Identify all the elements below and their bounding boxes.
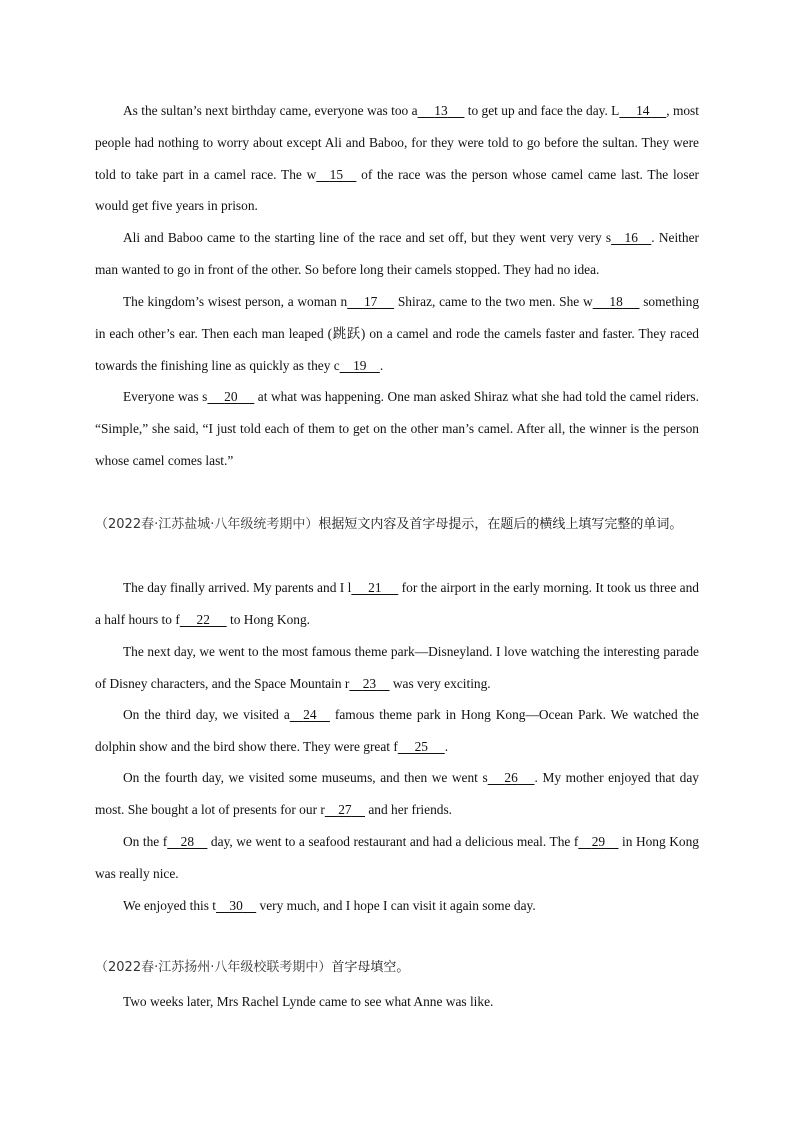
passage2-paragraph-2: The next day, we went to the most famous theme park—Disneyland. I love watching the interesting parade of Disney characters, and the Space Mountain r 23 was very exciting. (95, 636, 699, 700)
blank-23[interactable]: 23 (362, 675, 377, 691)
passage3-paragraph-1: Two weeks later, Mrs Rachel Lynde came to see what Anne was like. (123, 994, 494, 1009)
blank-16[interactable]: 16 (624, 230, 638, 245)
passage3-source: （2022春·江苏扬州·八年级校联考期中） (95, 960, 332, 975)
blank-29[interactable]: 29 (591, 834, 606, 849)
passage3-heading (95, 953, 699, 983)
passage2-heading (95, 510, 699, 540)
blank-14[interactable]: 14 (636, 103, 650, 118)
blank-21[interactable]: 21 (368, 580, 382, 595)
passage2-paragraph-3: On the third day, we visited a 24 famous theme park in Hong Kong—Ocean Park. We watched the dolphin show and the bird show there. They were great f 25 . (95, 699, 699, 763)
passage1-paragraph-1: As the sultan’s next birthday came, everyone was too a 13 to get up and face the day. L 14 , most people had nothing to worry about except Ali and Baboo, for they were told to go before the sultan. They were told to take part in a camel race. The w 15 of the race was the person whose camel came last. The loser would get five years in prison. (95, 95, 699, 222)
passage1-paragraph-3: The kingdom’s wisest person, a woman n 17 Shiraz, came to the two men. She w 18 something in each other’s ear. Then each man leaped (跳跃) on a camel and rode the camels faster and faster. They raced towards the finishing line as quickly as they c 19 . (95, 286, 699, 381)
blank-19[interactable]: 19 (353, 357, 367, 373)
passage1-paragraph-4: Everyone was s 20 at what was happening. One man asked Shiraz what she had told the camel riders. “Simple,” she said, “I just told each of them to get on the other man’s camel. After all, the winner is the person whose camel comes last.” (95, 381, 699, 476)
passage2-paragraph-4: On the fourth day, we visited some museums, and then we went s 26 . My mother enjoyed that day most. She bought a lot of presents for our r 27 and her friends. (95, 762, 699, 826)
blank-27[interactable]: 27 (338, 801, 352, 817)
blank-30[interactable]: 30 (229, 898, 243, 913)
passage2-paragraph-1: The day finally arrived. My parents and I l 21 for the airport in the early morning. It took us three and a half hours to f 22 to Hong Kong. (95, 572, 699, 636)
blank-15[interactable]: 15 (329, 166, 344, 182)
passage2-instruction: 根据短文内容及首字母提示，在题后的横线上填写完整的单词。 (318, 517, 683, 532)
passage2-paragraph-6: We enjoyed this t 30 very much, and I hope I can visit it again some day. (95, 890, 699, 922)
blank-17[interactable]: 17 (363, 294, 378, 309)
blank-22[interactable]: 22 (196, 611, 210, 627)
passage2-source: （2022春·江苏盐城·八年级统考期中） (95, 517, 319, 532)
blank-28[interactable]: 28 (180, 834, 195, 849)
blank-24[interactable]: 24 (303, 707, 317, 722)
blank-26[interactable]: 26 (504, 770, 518, 785)
passage1-paragraph-2: Ali and Baboo came to the starting line of the race and set off, but they went very very s 16 . Neither man wanted to go in front of the other. So before long their camels stopped. They had no idea. (95, 222, 699, 286)
blank-20[interactable]: 20 (224, 389, 238, 404)
blank-13[interactable]: 13 (434, 103, 448, 118)
blank-25[interactable]: 25 (414, 738, 428, 754)
blank-18[interactable]: 18 (609, 294, 623, 309)
passage2-paragraph-5: On the f 28 day, we went to a seafood restaurant and had a delicious meal. The f 29 in Hong Kong was really nice. (95, 826, 699, 890)
passage3-instruction: 首字母填空。 (331, 960, 410, 975)
